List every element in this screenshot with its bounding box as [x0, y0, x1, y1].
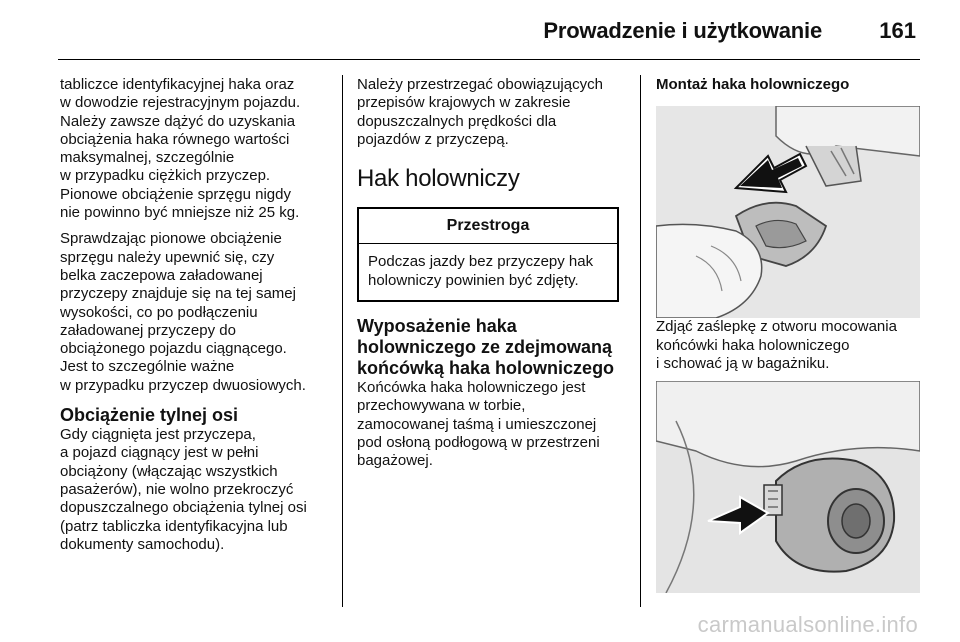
page-header-title: Prowadzenie i użytkowanie: [543, 18, 822, 43]
removable-hitch-subheading: Wyposażenie haka holowniczego ze zdejmowaną końcówką haka holowniczego: [357, 316, 615, 379]
column-2: [357, 76, 627, 479]
tow-hitch-heading: Hak holowniczy: [357, 165, 520, 193]
watermark: carmanualsonline.info: [697, 612, 918, 637]
column-rule-1: [342, 75, 343, 607]
rear-axle-heading: Obciążenie tylnej osi: [60, 405, 239, 426]
mounting-title: Montaż haka holowniczego: [656, 76, 850, 93]
figure-remove-cap: [656, 106, 920, 318]
caution-box: [357, 207, 619, 302]
col2-paragraph-2: Końcówka haka holowniczego jest przechowywana w torbie, zamocowanej taśmą i umieszczonej pod osłoną podłogową w przestrzeni bagażowej.: [357, 379, 600, 470]
page-number: 161: [879, 18, 916, 43]
column-rule-2: [640, 75, 641, 607]
column-1: [60, 76, 328, 562]
col2-paragraph-1: Należy przestrzegać obowiązujących przepisów krajowych w zakresie dopuszczalnych prędkości dla pojazdów z przyczepą.: [357, 76, 603, 148]
col1-paragraph-3: Gdy ciągnięta jest przyczepa, a pojazd ciągnący jest w pełni obciążony (włączając wszystkich pasażerów), nie wolno przekroczyć dopuszczalnego obciążenia tylnej osi (patrz tabliczka identyfikacyjna lub dokumenty samochodu).: [60, 426, 307, 553]
header-rule: [58, 59, 920, 60]
caution-text: Podczas jazdy bez przyczepy hak holowniczy powinien być zdjęty.: [368, 253, 594, 289]
column-3: [656, 76, 922, 593]
figure-caption-1: Zdjąć zaślepkę z otworu mocowania końcówki haka holowniczego i schować ją w bagażniku.: [656, 318, 897, 372]
hitch-socket-illustration: [656, 381, 920, 593]
remove-cap-illustration: [656, 106, 920, 318]
figure-hitch-socket: [656, 381, 920, 593]
caution-title: Przestroga: [359, 209, 617, 244]
col1-paragraph-2: Sprawdzając pionowe obciążenie sprzęgu należy upewnić się, czy belka zaczepowa załadowanej przyczepy znajduje się na tej samej wysokości, co po podłączeniu załadowanej przyczepy do obciążonego pojazdu ciągnącego. Jest to szczególnie ważne w przypadku przyczep dwuosiowych.: [60, 230, 306, 394]
col1-paragraph-1: tabliczce identyfikacyjnej haka oraz w dowodzie rejestracyjnym pojazdu. Należy zawsze dążyć do uzyskania obciążenia haka równego wartości maksymalnej, szczególnie w przypadku ciężkich przyczep. Pionowe obciążenie sprzęgu nigdy nie powinno być mniejsze niż 25 kg.: [60, 76, 301, 222]
